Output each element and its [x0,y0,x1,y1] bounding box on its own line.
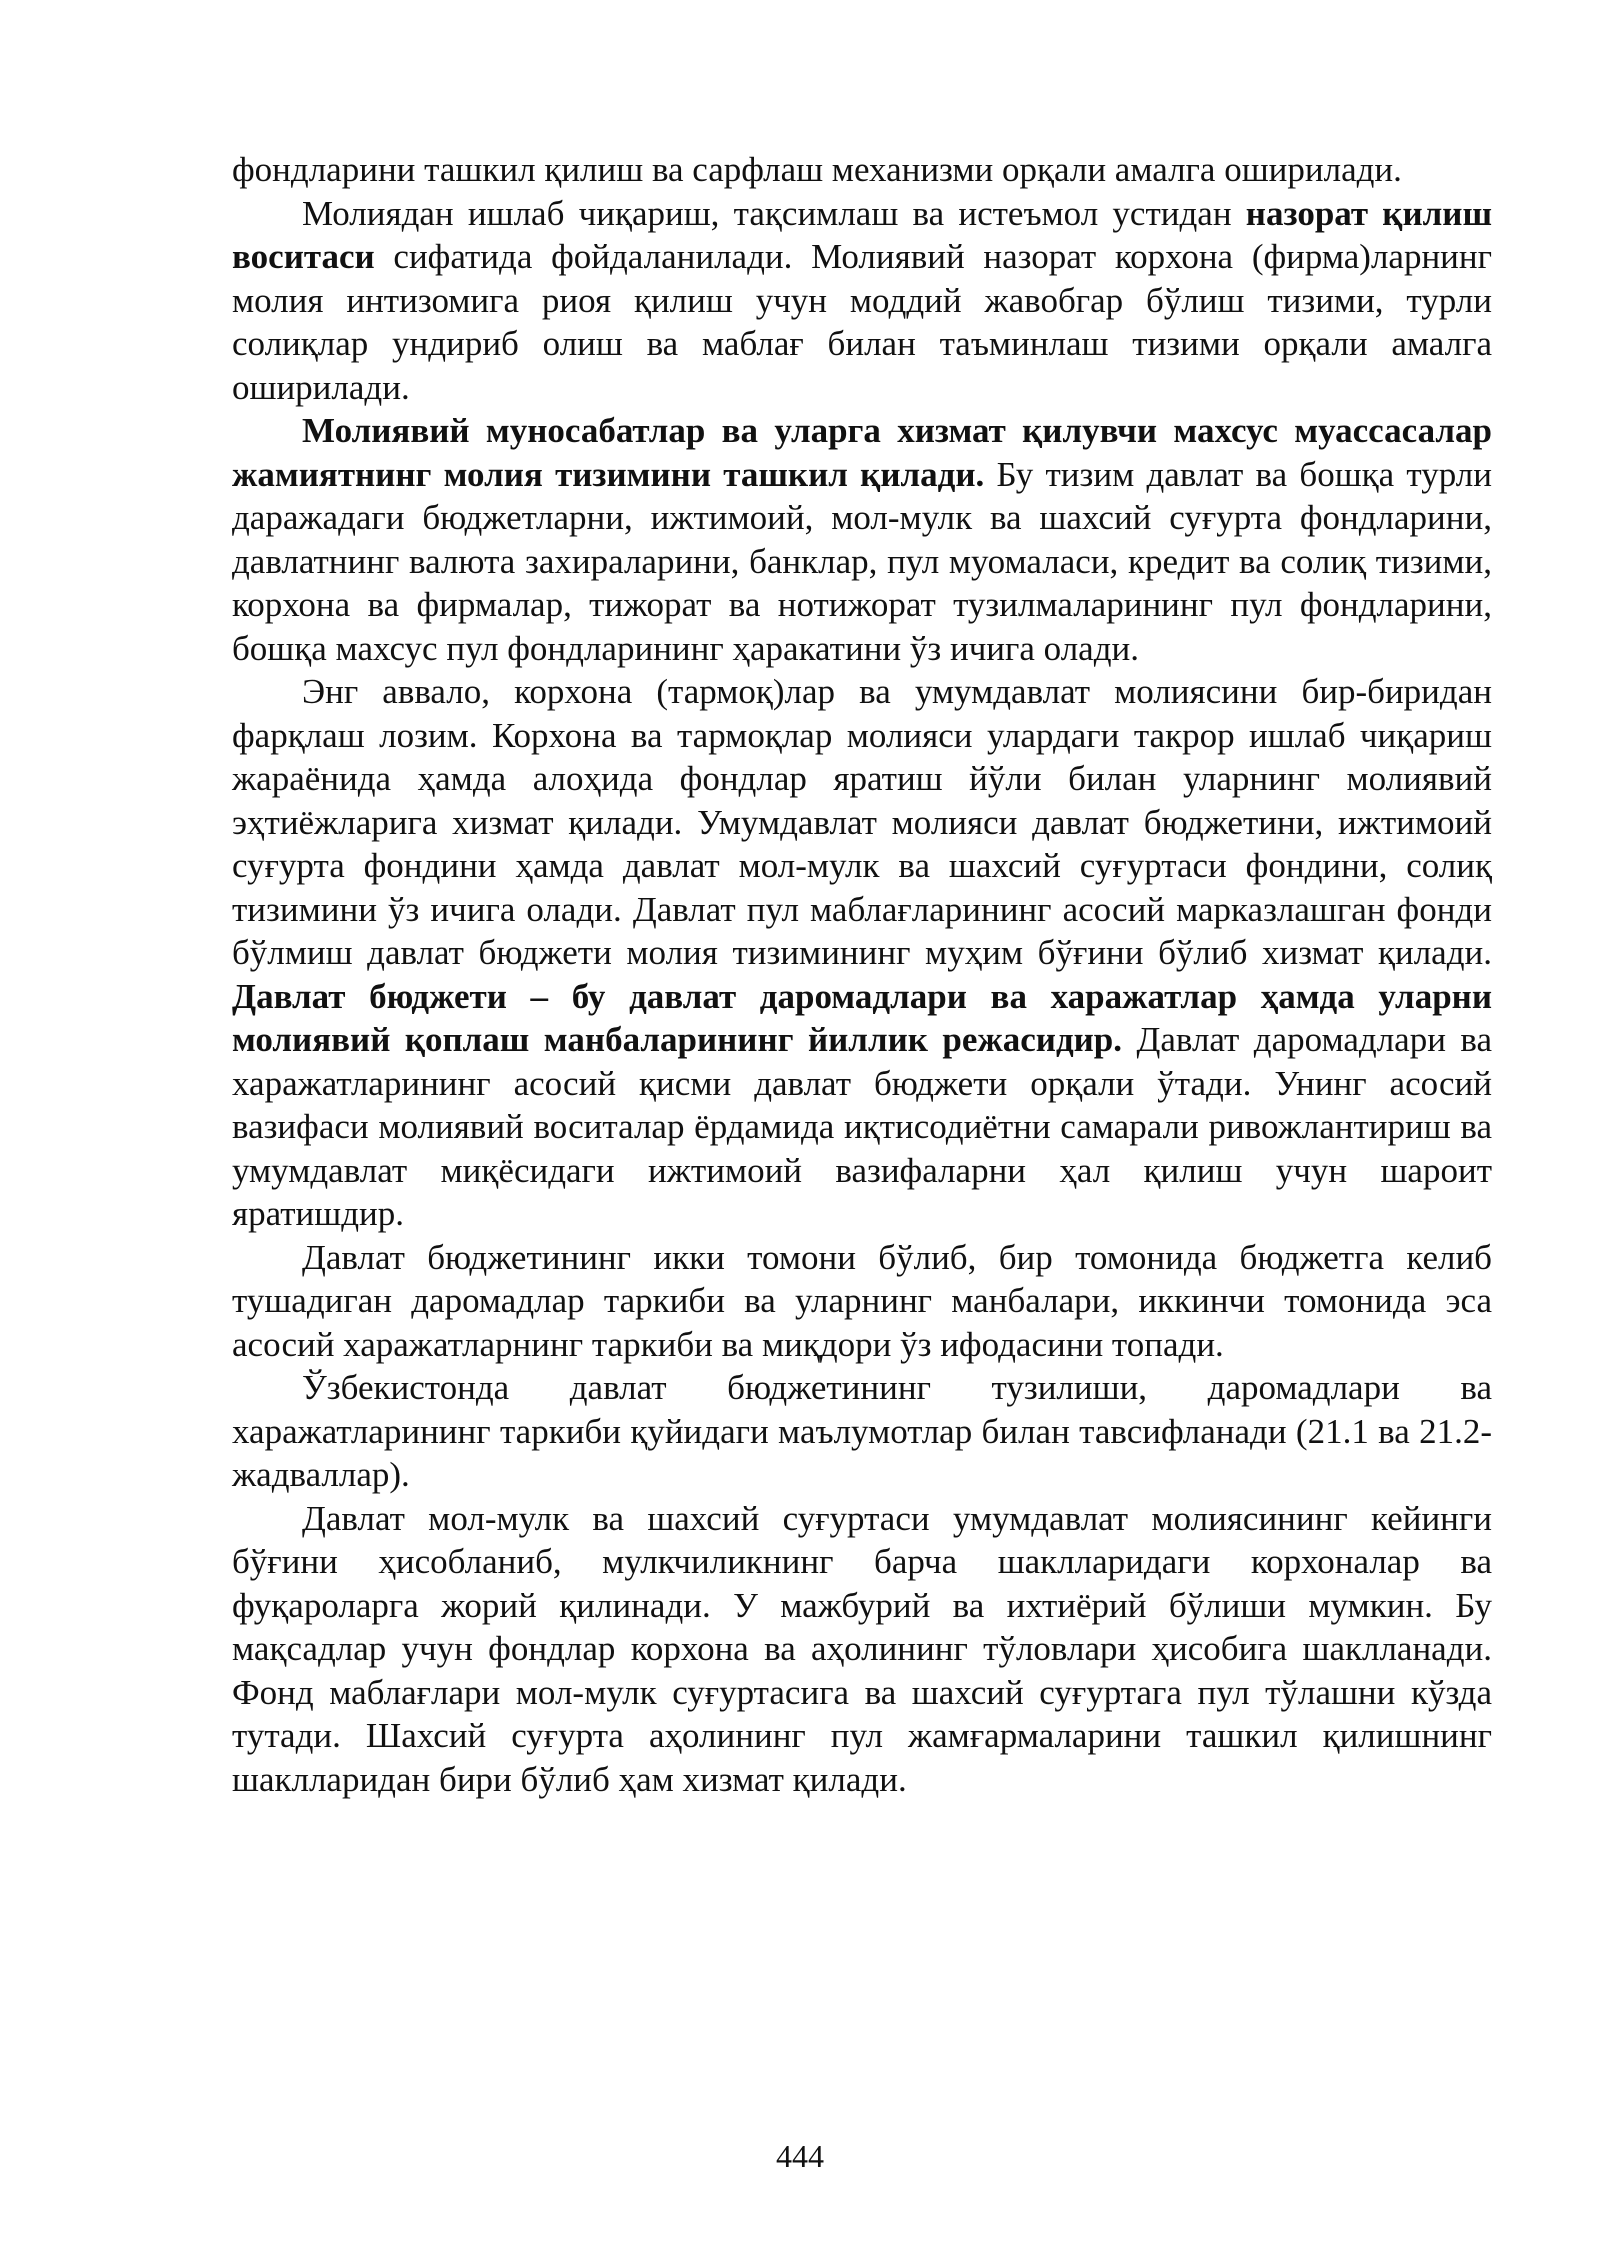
paragraph-3 [232,409,1492,670]
text-run: Бу тизим давлат ва бошқа турли даражадаги бюджетларни, ижтимоий, мол-мулк ва шахсий суғурта фондларини, давлатнинг валюта захираларини, банклар, пул муомаласи, кредит ва солиқ тизими, корхона ва фирмалар, тижорат ва нотижорат тузилмаларининг пул фондларини, бошқа махсус пул фондларининг ҳаракатини ўз ичига олади. [232,454,1493,668]
bold-term: Давлат бюджети – бу давлат даромадлари ва харажатлар ҳамда уларни молиявий қоплаш манбаларининг йиллик режасидир. [232,976,1492,1059]
text-run: Давлат даромадлари ва харажатларининг асосий қисми давлат бюджети орқали ўтади. Унинг асосий вазифаси молиявий воситалар ёрдамида иқтисодиётни самарали ривожлантириш ва умумдавлат миқёсидаги ижтимоий вазифаларни ҳал қилиш учун шароит яратишдир. [232,1020,1492,1233]
text-run: Молиядан ишлаб чиқариш, тақсимлаш ва истеъмол устидан [302,193,1246,233]
paragraph-7 [232,1497,1492,1802]
text-run: фондларини ташкил қилиш ва сарфлаш механизми орқали амалга оширилади. [232,150,1402,189]
paragraph-4 [232,670,1492,1236]
paragraph-2 [232,192,1492,410]
text-run: сифатида фойдаланилади. Молиявий назорат корхона (фирма)ларнинг молия интизомига риоя қилиш учун моддий жавобгар бўлиш тизими, турли солиқлар ундириб олиш ва маблағ билан таъминлаш тизими орқали амалга оширилади. [232,237,1492,407]
bold-term: Молиявий муносабатлар ва уларга хизмат қилувчи махсус муассасалар жамиятнинг молия тизимини ташкил қилади. [232,411,1492,494]
text-run: Ўзбекистонда давлат бюджетининг тузилиши, даромадлари ва харажатларининг таркиби қуйидаги маълумотлар билан тавсифланади (21.1 ва 21.2-жадваллар). [232,1368,1492,1494]
page-number: 444 [776,2138,824,2174]
bold-term: назорат қилиш воситаси [232,193,1492,276]
paragraph-5 [232,1236,1492,1367]
paragraph-6 [232,1366,1492,1497]
document-body [232,148,1492,1801]
paragraph-1 [232,148,1492,192]
text-run: Энг аввало, корхона (тармоқ)лар ва умумдавлат молиясини бир-биридан фарқлаш лозим. Корхона ва тармоқлар молияси улардаги такрор ишлаб чиқариш жараёнида ҳамда алоҳида фондлар яратиш йўли билан уларнинг молиявий эҳтиёжларига хизмат қилади. Умумдавлат молияси давлат бюджетини, ижтимоий суғурта фондини ҳамда давлат мол-мулк ва шахсий суғуртаси фондини, солиқ тизимини ўз ичига олади. Давлат пул маблағларининг асосий марказлашган фонди бўлмиш давлат бюджети молия тизимининг муҳим бўғини бўлиб хизмат қилади. [232,672,1492,972]
text-run: Давлат мол-мулк ва шахсий суғуртаси умумдавлат молиясининг кейинги бўғини ҳисобланиб, мулкчиликнинг барча шаклларидаги корхоналар ва фуқароларга жорий қилинади. У мажбурий ва ихтиёрий бўлиши мумкин. Бу мақсадлар учун фондлар корхона ва аҳолининг тўловлари ҳисобига шаклланади. Фонд маблағлари мол-мулк суғуртасига ва шахсий суғуртага пул тўлашни кўзда тутади. Шахсий суғурта аҳолининг пул жамғармаларини ташкил қилишнинг шаклларидан бири бўлиб ҳам хизмат қилади. [232,1498,1492,1799]
text-run: Давлат бюджетининг икки томони бўлиб, бир томонида бюджетга келиб тушадиган даромадлар таркиби ва уларнинг манбалари, иккинчи томонида эса асосий харажатларнинг таркиби ва миқдори ўз ифодасини топади. [232,1237,1492,1364]
